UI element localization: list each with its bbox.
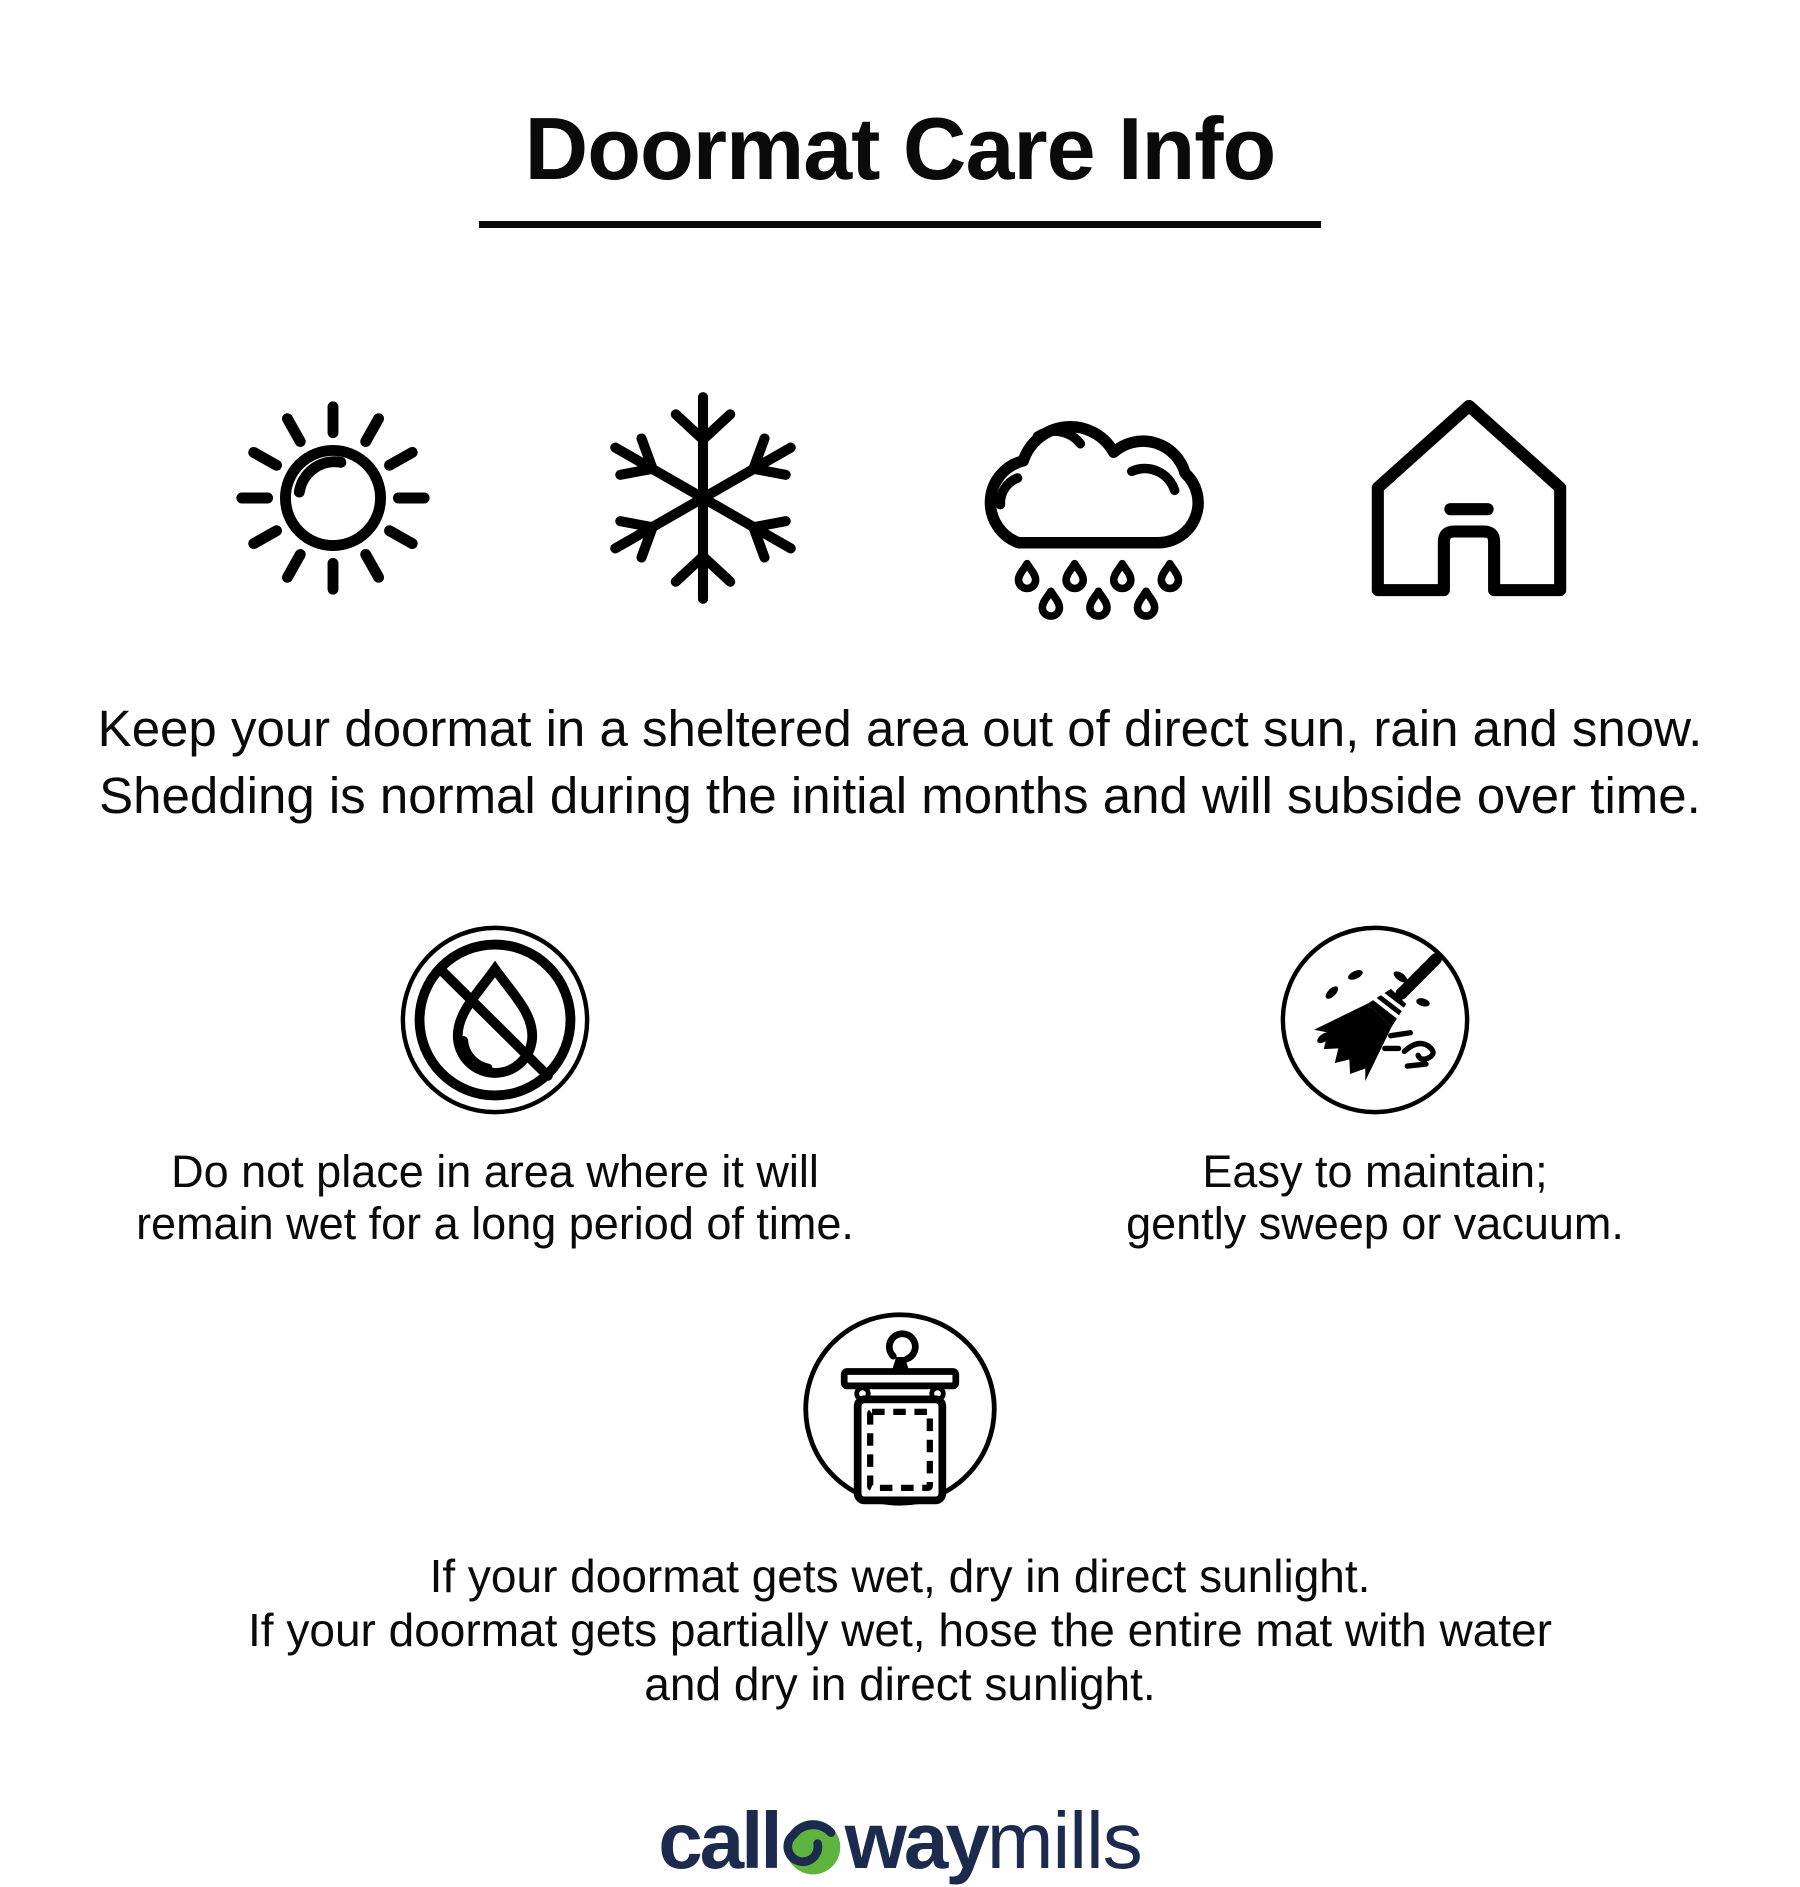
rain-cloud-icon xyxy=(964,379,1212,617)
drying-text-line-3: and dry in direct sunlight. xyxy=(644,1657,1156,1710)
logo-green-o-icon xyxy=(784,1817,842,1875)
drying-text-line-2: If your doormat gets partially wet, hose the entire mat with water xyxy=(248,1603,1552,1656)
logo-text-way: way xyxy=(844,1796,987,1886)
intro-paragraph xyxy=(0,695,1800,830)
broom-icon xyxy=(1277,922,1473,1118)
care-item-no-water xyxy=(105,922,885,1250)
no-water-text-line-2: remain wet for a long period of time. xyxy=(136,1197,854,1249)
header xyxy=(0,0,1800,287)
page-title: Doormat Care Info xyxy=(479,105,1322,228)
intro-line-1: Keep your doormat in a sheltered area out of direct sun, rain and snow. xyxy=(97,699,1703,757)
calloway-mills-logo xyxy=(0,1795,1800,1887)
house-icon xyxy=(1362,391,1576,605)
no-water-icon xyxy=(397,922,593,1118)
drying-section xyxy=(0,1308,1800,1711)
drying-text-line-1: If your doormat gets wet, dry in direct sunlight. xyxy=(429,1549,1371,1602)
snowflake-icon xyxy=(592,377,814,619)
logo-text-call: call xyxy=(658,1796,780,1886)
hanging-mat-icon xyxy=(799,1308,1001,1510)
care-row xyxy=(0,922,1800,1250)
sweep-text-line-1: Easy to maintain; xyxy=(1202,1145,1548,1197)
sweep-text-line-2: gently sweep or vacuum. xyxy=(1126,1197,1624,1249)
care-item-sweep xyxy=(1055,922,1695,1250)
weather-icons-row xyxy=(0,377,1800,619)
sun-icon xyxy=(224,389,442,607)
no-water-text-line-1: Do not place in area where it will xyxy=(171,1145,819,1197)
intro-line-2: Shedding is normal during the initial months and will subside over time. xyxy=(99,767,1701,825)
logo-text-mills: mills xyxy=(986,1796,1142,1886)
